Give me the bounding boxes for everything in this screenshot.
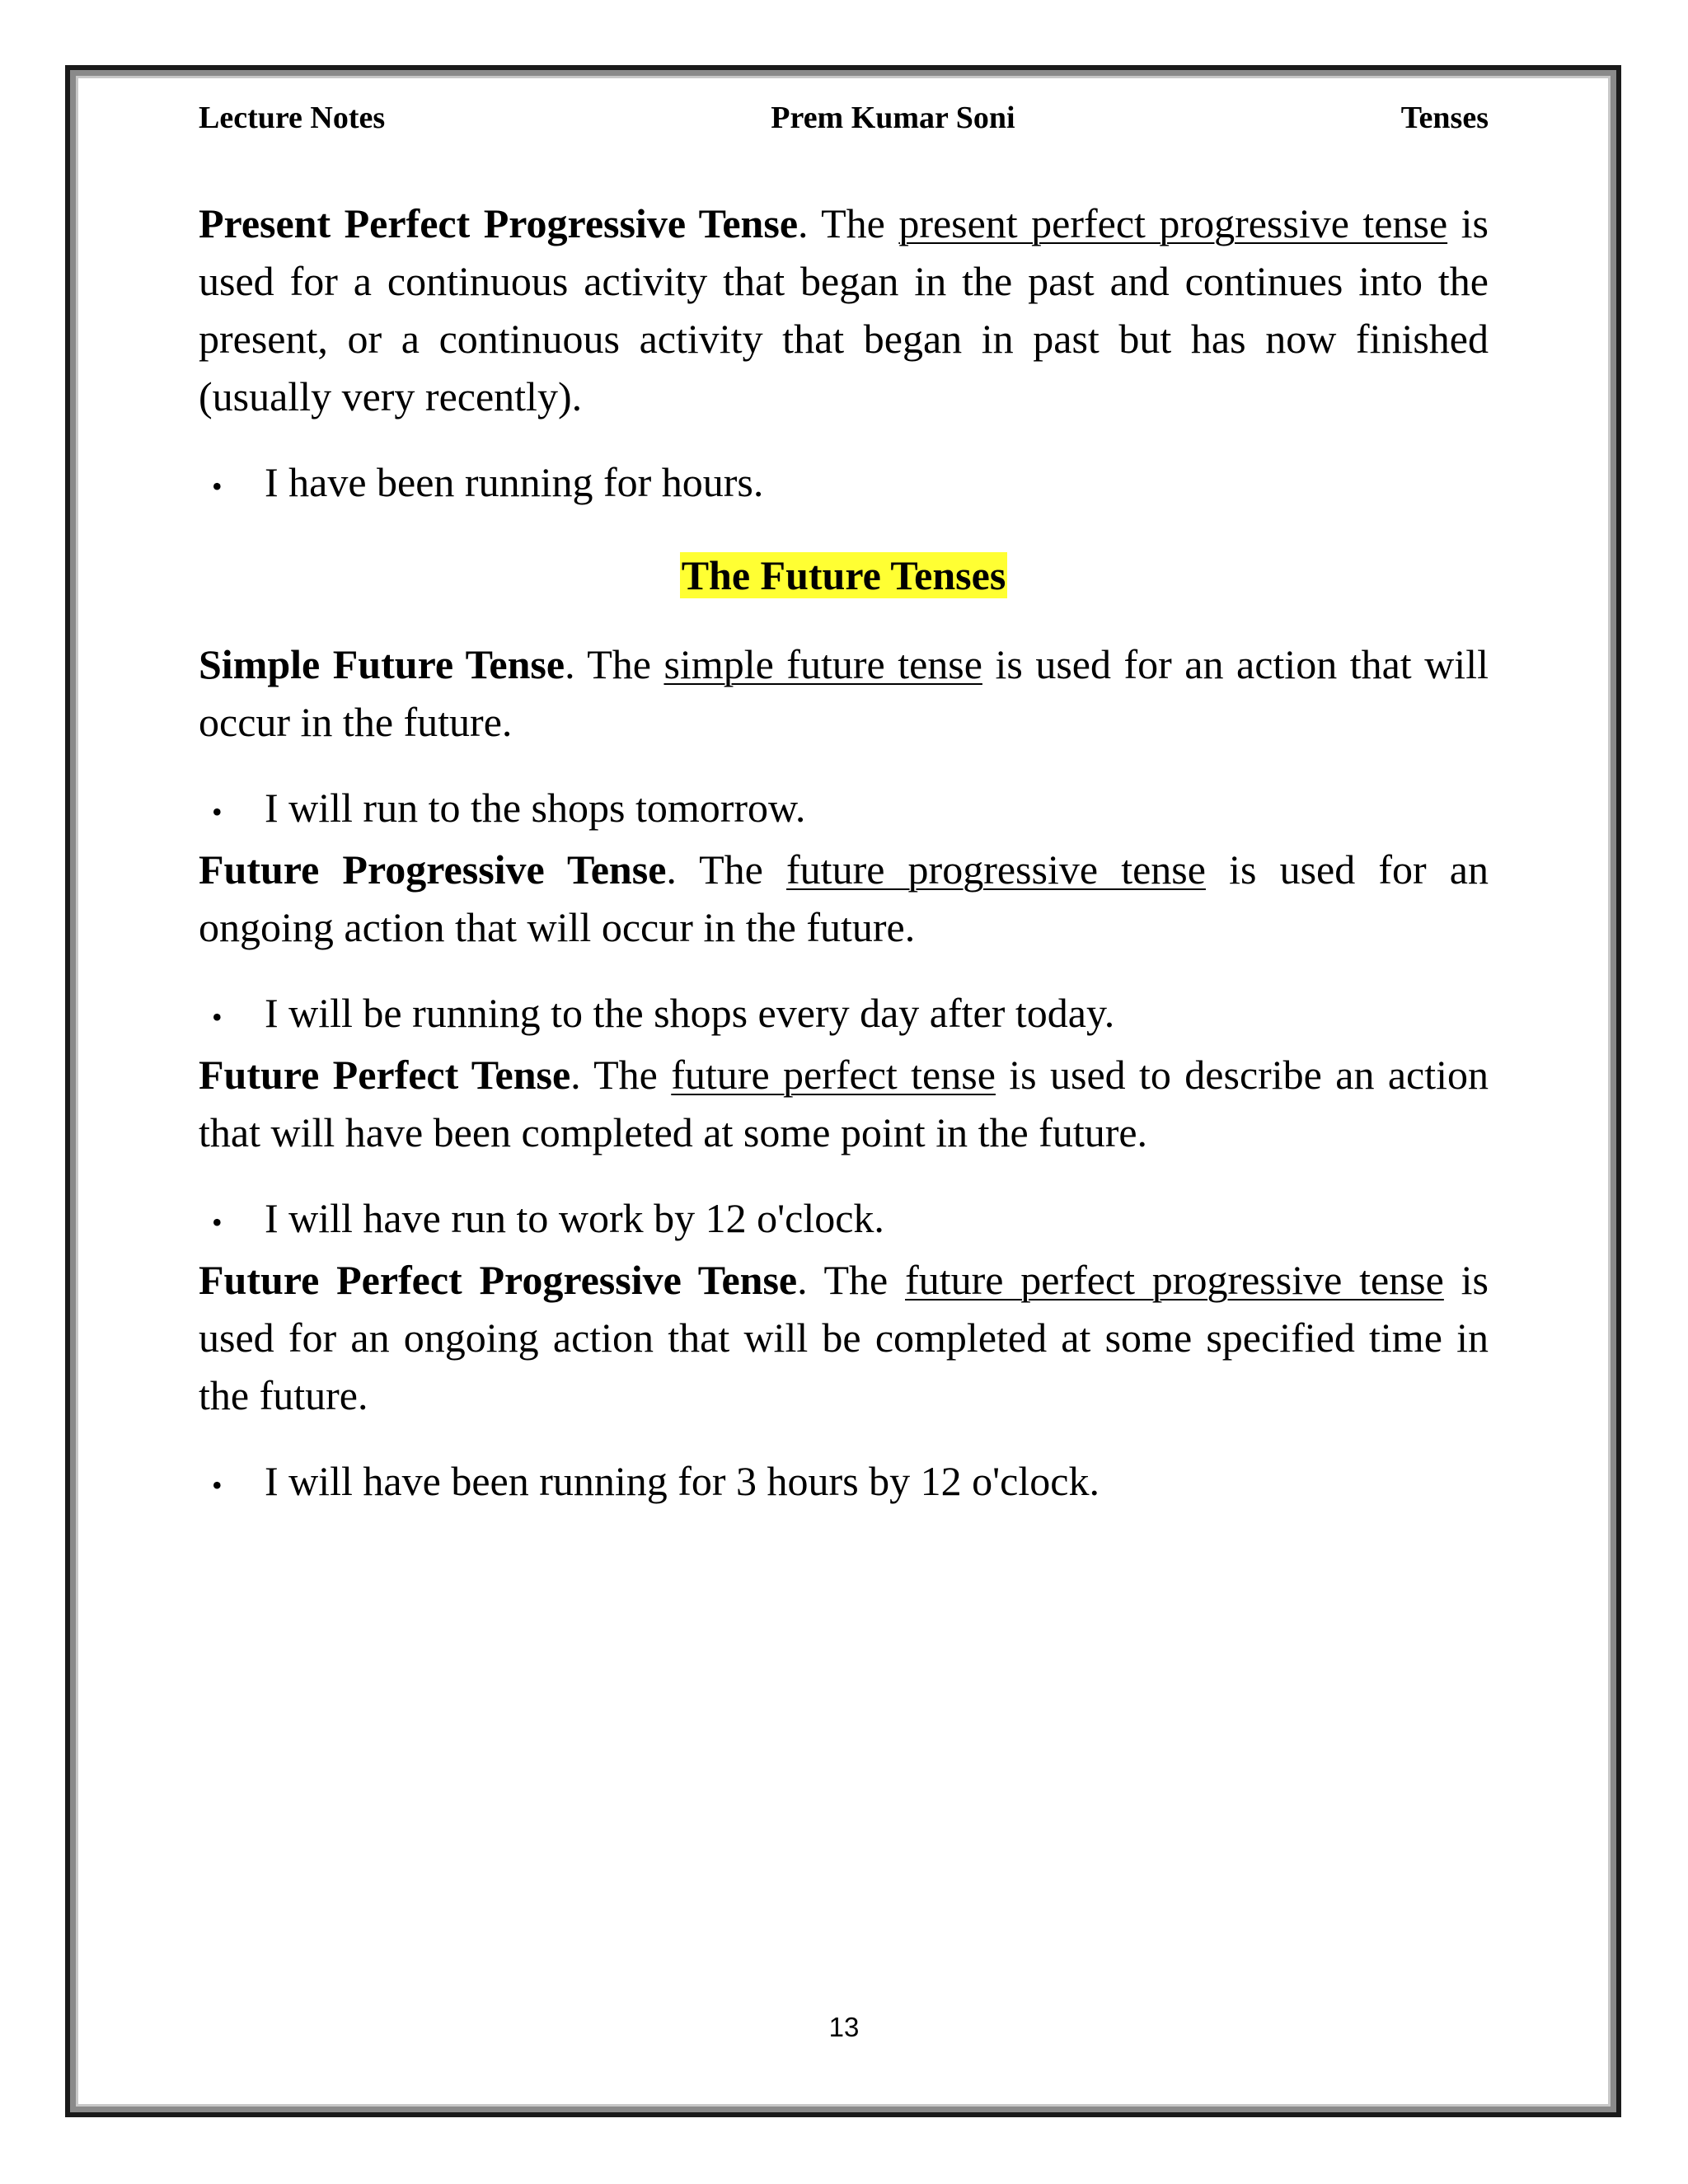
bullet-icon: • (212, 1206, 223, 1239)
simple-future-link: simple future tense (663, 641, 982, 687)
list-item (199, 1452, 1489, 1514)
future-progressive-connector: . The (666, 846, 787, 893)
present-perfect-progressive-connector: . The (798, 200, 899, 246)
bullet-icon: • (212, 795, 223, 828)
header-right: Tenses (1400, 101, 1489, 135)
bullet-icon: • (212, 1001, 223, 1033)
bullet-icon: • (212, 470, 223, 503)
page-header (199, 97, 1489, 138)
bullet-icon: • (212, 1469, 223, 1502)
future-perfect-progressive-paragraph (199, 1251, 1489, 1424)
list-item (199, 1189, 1489, 1251)
future-perfect-progressive-connector: . The (797, 1257, 906, 1303)
header-center: Prem Kumar Soni (771, 101, 1015, 135)
header-left: Lecture Notes (199, 101, 386, 135)
future-perfect-progressive-term: Future Perfect Progressive Tense (199, 1257, 798, 1303)
page-number: 13 (828, 2012, 860, 2042)
future-perfect-link: future perfect tense (671, 1052, 996, 1098)
simple-future-term: Simple Future Tense (199, 641, 565, 687)
list-item (199, 984, 1489, 1046)
future-perfect-example: I will have run to work by 12 o'clock. (265, 1195, 884, 1241)
future-perfect-paragraph (199, 1046, 1489, 1161)
present-perfect-progressive-example: I have been running for hours. (265, 459, 764, 505)
section-heading (199, 546, 1489, 604)
present-perfect-progressive-term: Present Perfect Progressive Tense (199, 200, 799, 246)
section-heading-text: The Future Tenses (681, 552, 1006, 598)
list-item (199, 779, 1489, 841)
page-content (199, 194, 1489, 1514)
future-perfect-term: Future Perfect Tense (199, 1052, 571, 1098)
future-perfect-progressive-example: I will have been running for 3 hours by 12 o'clock. (265, 1458, 1100, 1504)
present-perfect-progressive-link: present perfect progressive tense (898, 200, 1448, 246)
future-progressive-paragraph (199, 841, 1489, 956)
future-progressive-link: future progressive tense (786, 846, 1206, 893)
simple-future-example: I will run to the shops tomorrow. (265, 785, 806, 831)
future-progressive-example: I will be running to the shops every day after today. (265, 990, 1115, 1036)
simple-future-paragraph (199, 635, 1489, 751)
list-item (199, 453, 1489, 515)
future-perfect-progressive-definition: is used for an ongoing action that will be completed at some specified time in the future. (199, 1257, 1489, 1418)
future-perfect-definition: is used to describe an action that will have been completed at some point in the future. (199, 1052, 1489, 1155)
future-progressive-term: Future Progressive Tense (199, 846, 667, 893)
future-progressive-definition: is used for an ongoing action that will occur in the future. (199, 846, 1489, 950)
present-perfect-progressive-definition: is used for a continuous activity that began in the past and continues into the present, or a continuous activity that began in past but has now finished (usually very recently). (199, 200, 1489, 419)
present-perfect-progressive-paragraph (199, 194, 1489, 425)
future-perfect-connector: . The (570, 1052, 672, 1098)
future-perfect-progressive-link: future perfect progressive tense (905, 1257, 1444, 1303)
simple-future-connector: . The (565, 641, 664, 687)
simple-future-definition: is used for an action that will occur in the future. (199, 641, 1489, 745)
